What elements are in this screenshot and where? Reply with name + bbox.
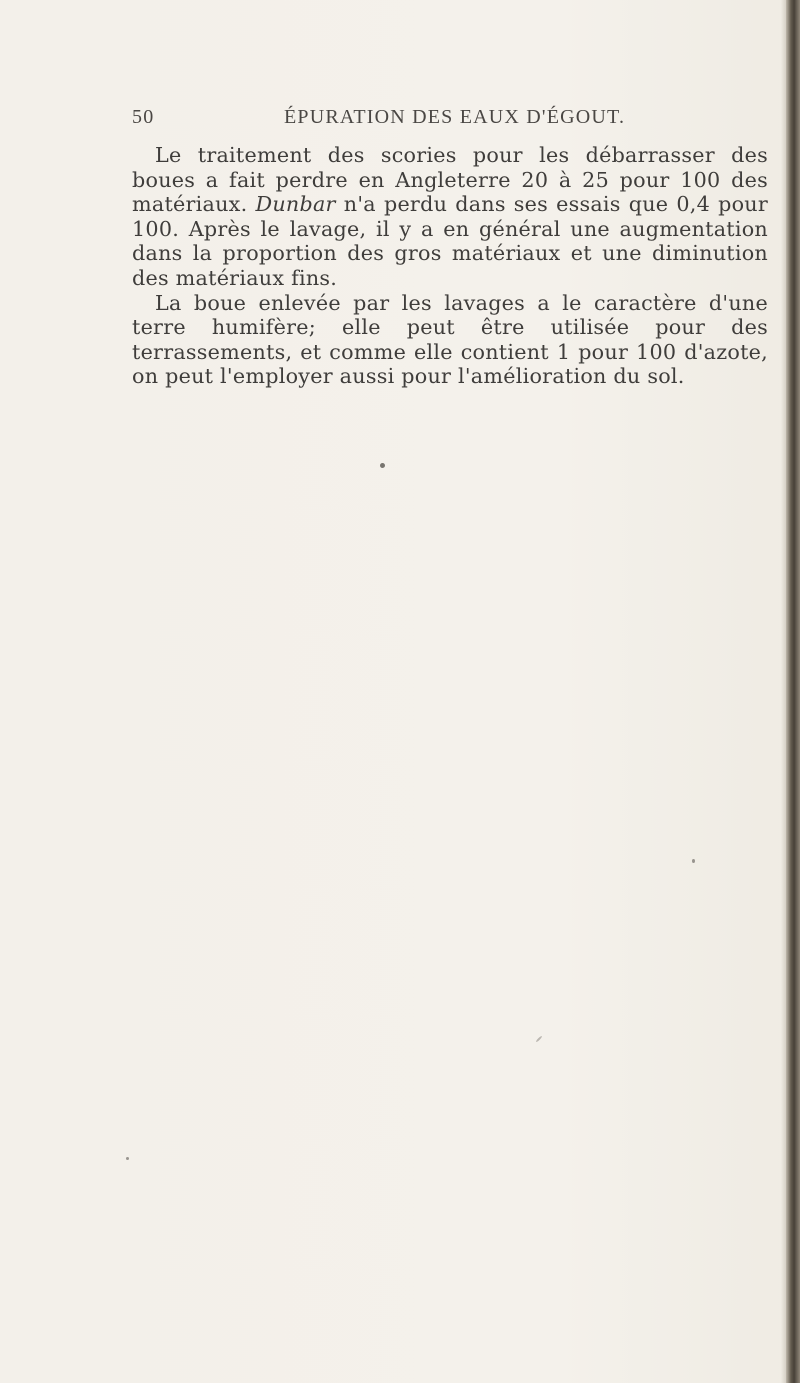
paragraph-text-after-name: n'a perdu dans ses essais que 0,4 pour 100. Après le lavage, il y a en général une augmentation dans la proportion des gros matériaux et une diminution des matériaux fins. (132, 192, 768, 290)
print-speck (126, 1157, 129, 1160)
paragraph-text-before-name: Le traitement des scories pour les débarrasser des boues a fait perdre en Angleterre 20 à 25 pour 100 des matériaux. (132, 143, 768, 217)
page-number: 50 (132, 106, 155, 128)
body-text (132, 143, 768, 389)
paragraph-sludge-use: La boue enlevée par les lavages a le caractère d'une terre humifère; elle peut être utilisée pour des terrassements, et comme elle contient 1 pour 100 d'azote, on peut l'employer aussi pour l'amélioration du sol. (132, 290, 768, 389)
running-header (120, 106, 732, 136)
running-header-title: ÉPURATION DES EAUX D'ÉGOUT. (284, 106, 626, 128)
print-speck (380, 463, 385, 468)
italic-name-dunbar: Dunbar (255, 192, 336, 217)
print-speck (535, 1035, 542, 1042)
paragraph-slag-treatment (132, 143, 768, 291)
print-speck (692, 859, 695, 863)
page-binding-edge (786, 0, 800, 1383)
